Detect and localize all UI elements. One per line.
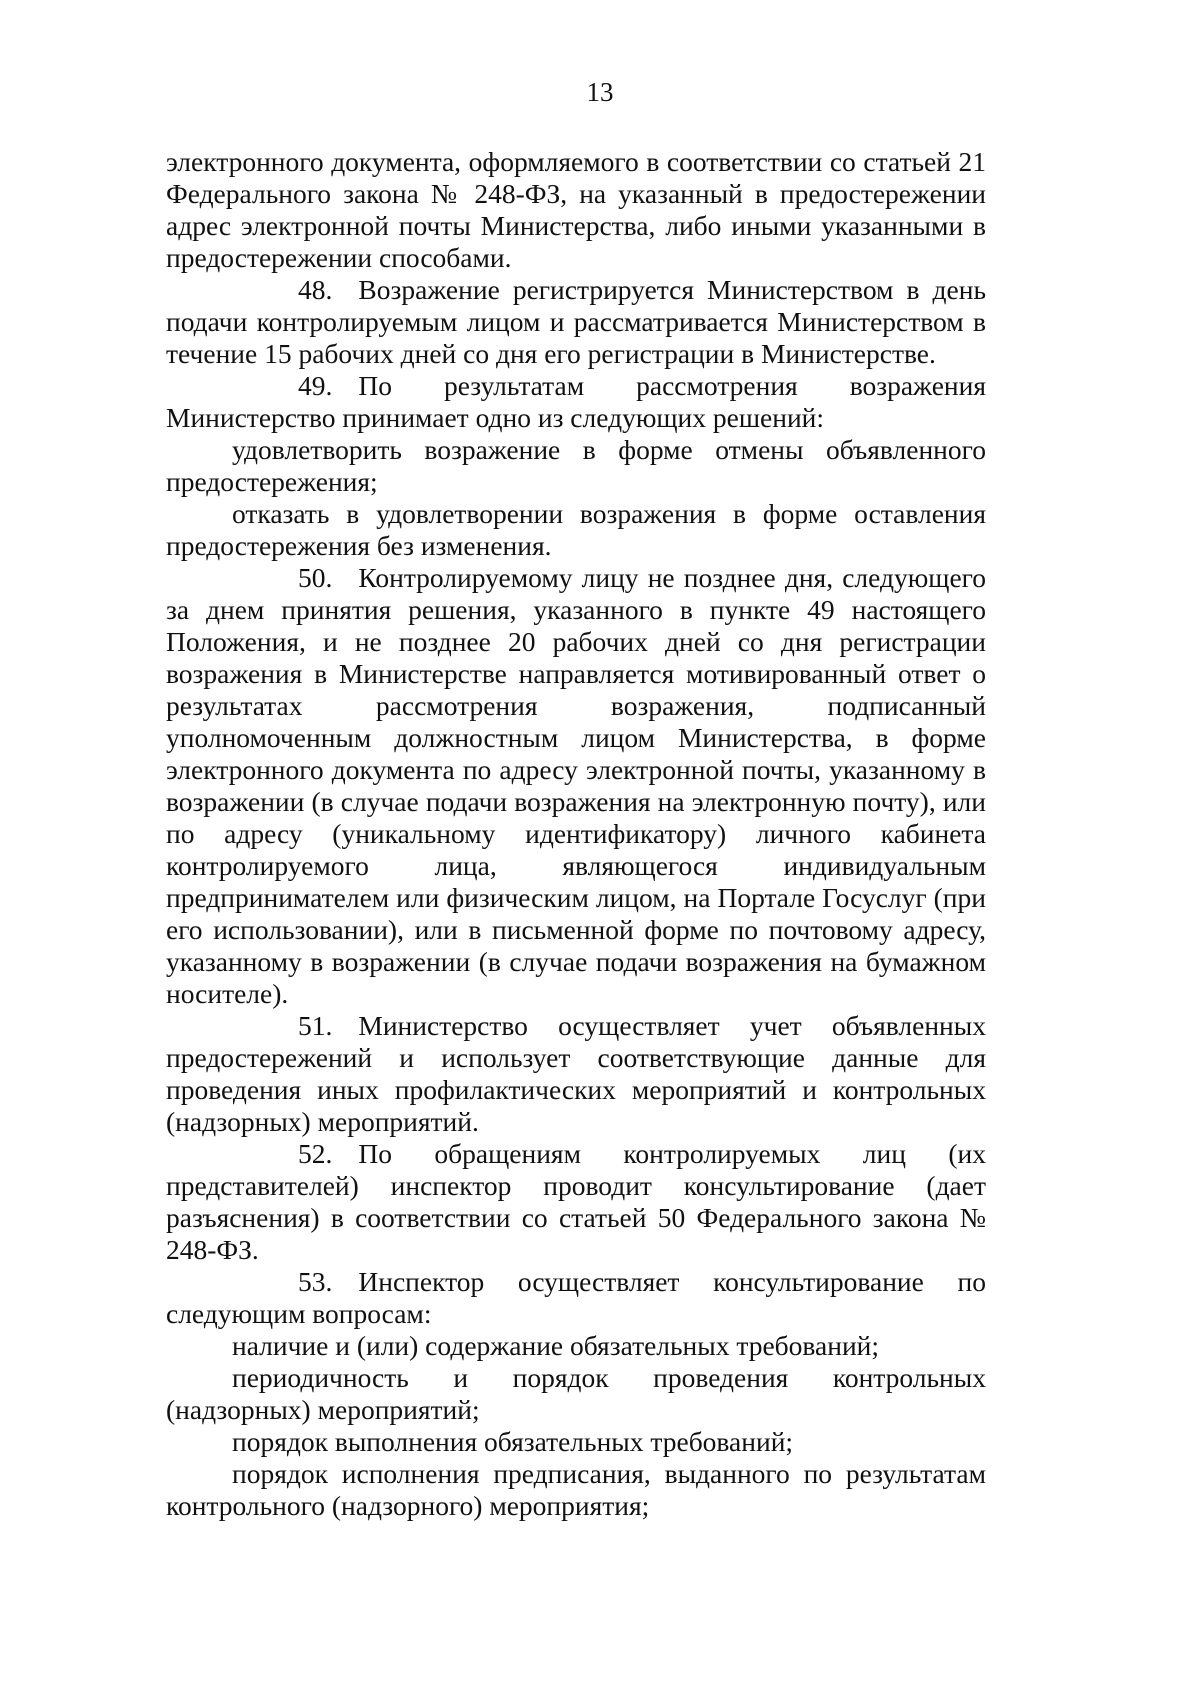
paragraph-53-item-requirements: [166, 1330, 986, 1362]
paragraph-53-item-execution: [166, 1426, 986, 1458]
paragraph-53: [166, 1266, 986, 1330]
paragraph-53-item-periodicity: [166, 1362, 986, 1426]
paragraph-text: отказать в удовлетворении возражения в форме оставления предостережения без изменения.: [166, 498, 986, 561]
document-body: [166, 146, 986, 1522]
paragraph-53-item-prescription: [166, 1458, 986, 1522]
paragraph-text: порядок исполнения предписания, выданного по результатам контрольного (надзорного) мероприятия;: [166, 1458, 986, 1521]
paragraph-48: [166, 274, 986, 370]
paragraph-50: [166, 562, 986, 1010]
paragraph-number: 51.: [298, 1010, 333, 1041]
paragraph-52: [166, 1138, 986, 1266]
paragraph-number: 52.: [298, 1138, 333, 1169]
paragraph-text: периодичность и порядок проведения контрольных (надзорных) мероприятий;: [166, 1362, 986, 1425]
paragraph-text: Министерство осуществляет учет объявленных предостережений и использует соответствующие данные для проведения иных профилактических мероприятий и контрольных (надзорных) мероприятий.: [166, 1010, 986, 1137]
paragraph-number: 48.: [298, 274, 333, 305]
paragraph-text: электронного документа, оформляемого в соответствии со статьей 21 Федерального закона № 248-ФЗ, на указанный в предостережении адрес электронной почты Министерства, либо иными указанными в предостережении способами.: [166, 146, 986, 273]
paragraph-51: [166, 1010, 986, 1138]
paragraph-continuation: [166, 146, 986, 274]
paragraph-text: удовлетворить возражение в форме отмены объявленного предостережения;: [166, 434, 986, 497]
paragraph-number: 49.: [298, 370, 333, 401]
page-number: 13: [586, 77, 614, 107]
paragraph-49-option-refuse: [166, 498, 986, 562]
paragraph-text: Инспектор осуществляет консультирование по следующим вопросам:: [166, 1266, 986, 1329]
paragraph-text: Возражение регистрируется Министерством в день подачи контролируемым лицом и рассматривается Министерством в течение 15 рабочих дней со дня его регистрации в Министерстве.: [166, 274, 986, 369]
paragraph-text: По обращениям контролируемых лиц (их представителей) инспектор проводит консультирование (дает разъяснения) в соответствии со статьей 50 Федерального закона № 248-ФЗ.: [166, 1138, 986, 1265]
paragraph-text: порядок выполнения обязательных требований;: [232, 1426, 794, 1457]
paragraph-text: Контролируемому лицу не позднее дня, следующего за днем принятия решения, указанного в пункте 49 настоящего Положения, и не позднее 20 рабочих дней со дня регистрации возражения в Министерстве направляется мотивированный ответ о результатах рассмотрения возражения, подписанный уполномоченным должностным лицом Министерства, в форме электронного документа по адресу электронной почты, указанному в возражении (в случае подачи возражения на электронную почту), или по адресу (уникальному идентификатору) личного кабинета контролируемого лица, являющегося индивидуальным предпринимателем или физическим лицом, на Портале Госуслуг (при его использовании), или в письменной форме по почтовому адресу, указанному в возражении (в случае подачи возражения на бумажном носителе).: [166, 562, 986, 1009]
paragraph-number: 50.: [298, 562, 333, 593]
paragraph-number: 53.: [298, 1266, 333, 1297]
paragraph-text: наличие и (или) содержание обязательных требований;: [232, 1330, 880, 1361]
paragraph-49-option-satisfy: [166, 434, 986, 498]
paragraph-49: [166, 370, 986, 434]
paragraph-text: По результатам рассмотрения возражения Министерство принимает одно из следующих решений:: [166, 370, 986, 433]
